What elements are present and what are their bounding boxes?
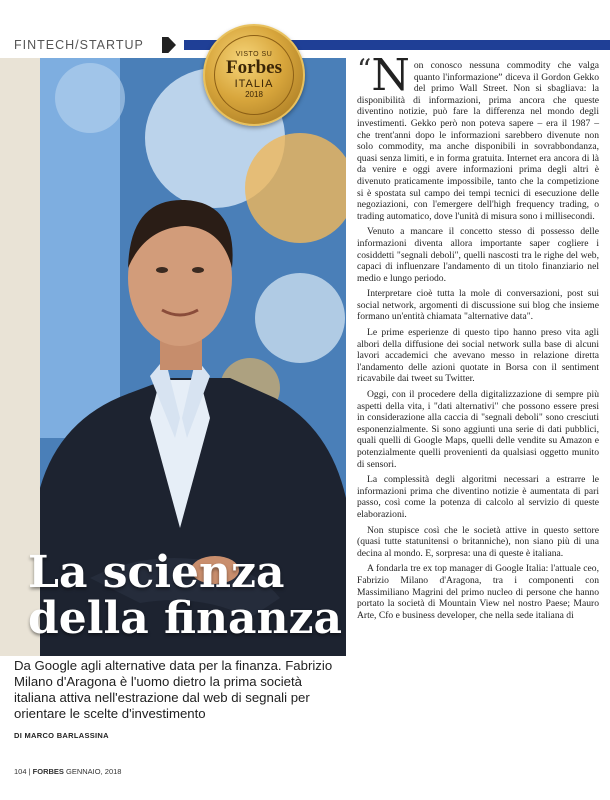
paragraph: Interpretare cioè tutta la mole di conversazioni, post sui social network, argomenti di discussione sui blog che insieme formano un'entità chiamata "alternative data". bbox=[357, 288, 599, 323]
subhead: Da Google agli alternative data per la finanza. Fabrizio Milano d'Aragona è l'uomo dietro la prima società italiana attiva nell'estrazione dal web di segnali per orientare le scelte d'investimento bbox=[14, 658, 333, 721]
paragraph: Non stupisce così che le società attive in questo settore (quasi tutte statunitensi o britanniche), non siano più di una decina al mondo. E, sorpresa: una di queste è italiana. bbox=[357, 524, 599, 559]
badge-brand: Forbes bbox=[226, 57, 282, 78]
headline-line-1: La scienza bbox=[28, 547, 285, 598]
page-footer bbox=[14, 767, 121, 776]
footer-brand: FORBES bbox=[32, 767, 64, 776]
page-number: 104 bbox=[14, 767, 27, 776]
section-arrow-icon bbox=[162, 37, 176, 53]
badge-year: 2018 bbox=[245, 90, 263, 99]
paragraph: Venuto a mancare il concetto stesso di possesso delle informazioni diventa allora importante saper cogliere i cosiddetti "segnali deboli", quelli nascosti tra le righe del web, capaci di influenzare l'andamento di un titolo finanziario nel medio e lungo periodo. bbox=[357, 226, 599, 284]
paragraph bbox=[357, 50, 599, 222]
footer-separator: | bbox=[28, 767, 31, 776]
forbes-badge bbox=[203, 24, 305, 126]
byline: DI MARCO BARLASSINA bbox=[14, 731, 109, 740]
paragraph: Le prime esperienze di questo tipo hanno preso vita agli albori della diffusione dei social network sulla base di alcuni lavori accademici che avevano messo in relazione diretta l'andamento delle azioni quotate in Borsa con il sentiment ricavabile dai tweet su Twitter. bbox=[357, 327, 599, 385]
paragraph: La complessità degli algoritmi necessari a estrarre le informazioni prima che diventino notizie è aumentata di pari passo, così come la potenza di calcolo al servizio di queste elaborazioni. bbox=[357, 474, 599, 520]
footer-issue: GENNAIO, 2018 bbox=[66, 767, 122, 776]
dropcap-block bbox=[357, 50, 410, 101]
headline-line-2: della finanza bbox=[28, 593, 342, 644]
paragraph: Oggi, con il procedere della digitalizzazione di sempre più aspetti della vita, i "dati alternativi" che possono essere presi in considerazione alla caccia di "segnali deboli" sono cresciuti esponenzialmente. Si sono aggiunti una serie di dati pubblici, quali quelli di Google Maps, quelli delle vendite su Amazon e potenzialmente quelli provenienti da qualsiasi oggetto munito di sensori. bbox=[357, 389, 599, 470]
section-label: FINTECH/STARTUP bbox=[14, 38, 144, 52]
quote-mark: “ bbox=[357, 53, 372, 86]
headline bbox=[28, 547, 358, 644]
dropcap: N bbox=[371, 50, 410, 101]
forbes-badge-inner bbox=[214, 35, 294, 115]
badge-top-text: VISTO SU bbox=[235, 51, 273, 58]
badge-country: ITALIA bbox=[234, 78, 274, 90]
article-body bbox=[357, 50, 599, 625]
paragraph: A fondarla tre ex top manager di Google Italia: l'attuale ceo, Fabrizio Milano d'Aragona, tra i componenti con Massimiliano Magrini del primo nucleo di persone che hanno portato la società di Mountain View nel nostro Paese; Mauro Arte, Cfo e business developer, che nella sede italiana di bbox=[357, 563, 599, 621]
paragraph-text: on conosco nessuna commodity che valga quanto l'informazione” diceva il Gordon Gekko del primo Wall Street. Non si sbagliava: la disponibilità di informazioni, prima ancora che queste diventino notizie, può fare la differenza nel mondo degli investimenti. Gekko però non poteva sapere – era il 1987 – che trent'anni dopo le informazioni sarebbero divenute non solo commodity, ma anche disponibili in sovrabbondanza, quasi senza limiti, e in forma gratuita. Internet era ancora di là da venire e oggi avere informazioni prima degli altri è divenuto praticamente impossibile, tanto che la competizione si è spostata sul campo dei tempi tecnici di esecuzione delle negoziazioni, con l'emergere dell'high frequency trading, o trading automatico, dove l'unità di misura sono i millisecondi. bbox=[357, 60, 599, 222]
